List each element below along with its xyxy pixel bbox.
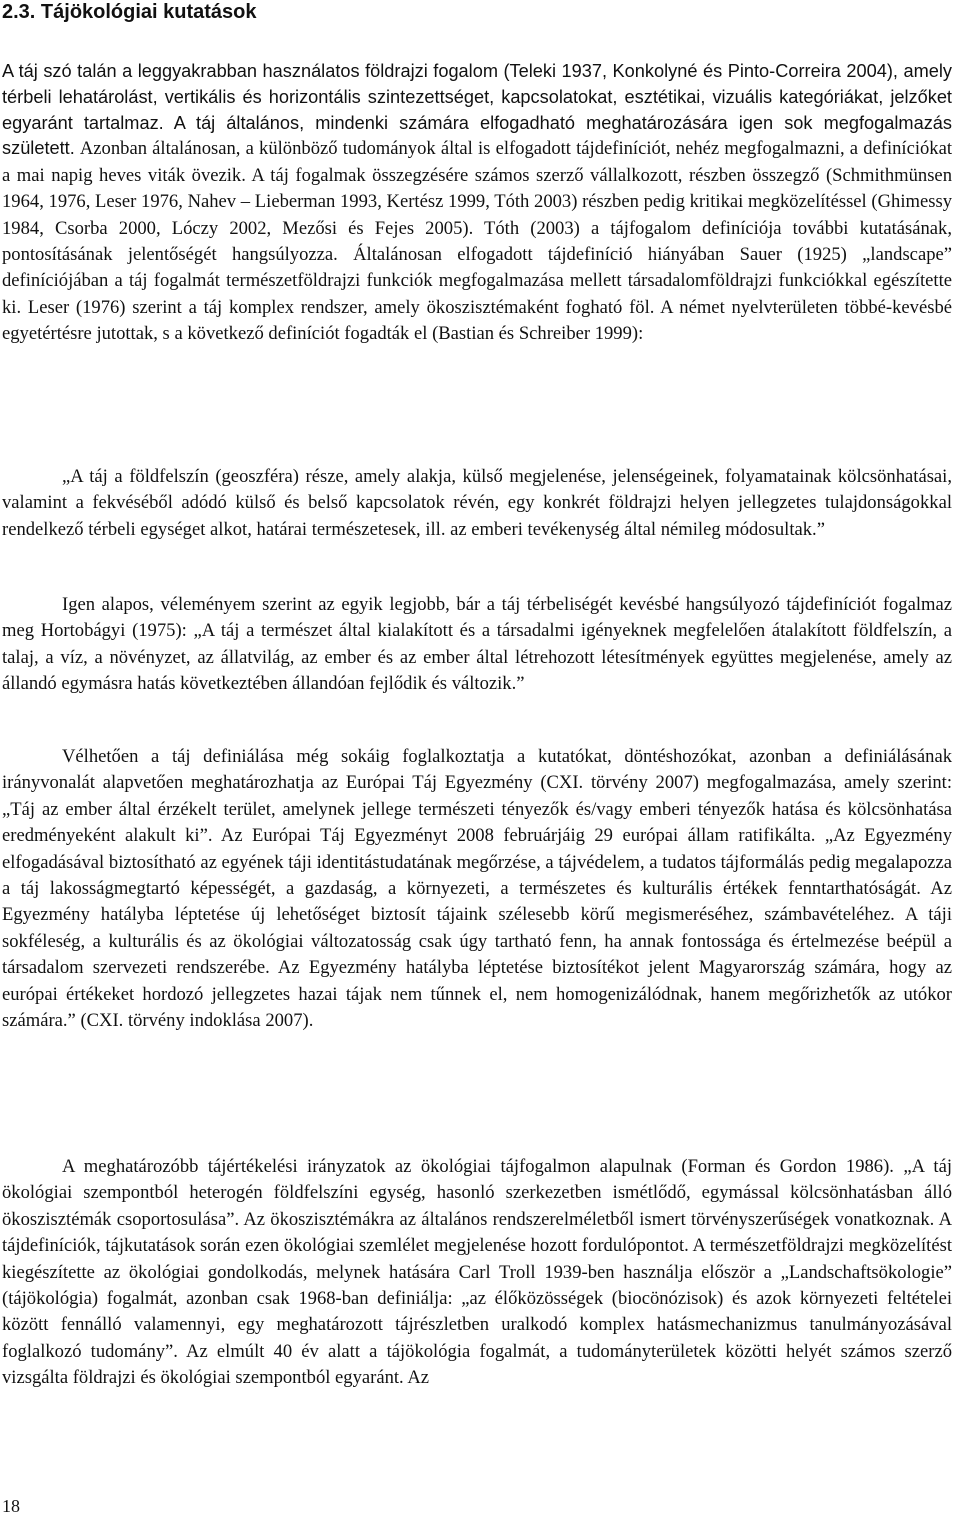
paragraph-intro-sans-part: A táj szó talán a leggyakrabban használatos földrajzi fogalom (Teleki 1937, Konkolyné és Pinto-Correira 2004), amely térbeli lehatárolást, vertikális és horizontális szintezettséget, kapcsolatokat, esztétikai, vizuális kategóriákat, jelzőket egyaránt tartalmaz. A táj általános, mindenki számára elfogadható meghatározására igen sok megfogalmazás született. xyxy=(2,61,952,159)
definition-quote: „A táj a földfelszín (geoszféra) része, amely alakja, külső megjelenése, jelenségeinek, folyamatainak kölcsönhatásai, valamint a fekvéséből adódó külső és belső kapcsolatok révén, egy konkrét földrajzi helyen jellegzetes tulajdonságokkal rendelkező térbeli egységet alkot, határai természetesek, ill. az emberi tevékenység által némileg módosultak.” xyxy=(2,466,952,540)
paragraph-hortobagyi: Igen alapos, véleményem szerint az egyik legjobb, bár a táj térbeliségét kevésbé hangsúlyozó tájdefiníciót fogalmaz meg Hortobágyi (1975): „A táj a természet által kialakított és a társadalmi igényeknek megfelelően átalakított földfelszín, a talaj, a víz, a növényzet, az állatvilág, az ember és az ember által létrehozott létesítmények együttes megjelenése, amely az állandó egymásra hatás következtében állandóan fejlődik és változik.” xyxy=(2,594,952,695)
section-heading: 2.3. Tájökológiai kutatások xyxy=(2,1,257,23)
paragraph-european-landscape: Vélhetően a táj definiálása még sokáig foglalkoztatja a kutatókat, döntéshozókat, azonban a definiálásának irányvonalát alapvetően meghatározhatja az Európai Táj Egyezmény (CXI. törvény 2007) megfogalmazása, amely szerint: „Táj az ember által érzékelt terület, amelynek jellege természeti tényezők és/vagy emberi tényezők hatása és kölcsönhatása eredményeként alakult ki”. Az Európai Táj Egyezményt 2008 februárjáig 29 európai állam ratifikálta. „Az Egyezmény elfogadásával biztosítható az egyének táji identitástudatának megőrzése, a tájvédelem, a tudatos tájformálás pedig megalapozza a táj lakosságmegtartó képességét, a gazdaság, a környezeti, a természetes és kulturális értékek fenntarthatóságát. Az Egyezmény hatályba léptetése új lehetőséget biztosít tájaink szélesebb körű megismeréséhez, számbavételéhez. A táji sokféleség, a kulturális és az ökológiai változatosság csak úgy tartható fenn, ha annak fontossága és értelmezése beépül a társadalom szervezeti rendszerébe. Az Egyezmény hatályba léptetése biztosítékot jelent Magyarország számára, hogy az európai értékeket hordozó jellegzetes hazai tájak nem tűnnek el, nem homogenizálódnak, hanem megőrizhetők az utókor számára.” (CXI. törvény indoklása 2007). xyxy=(2,746,952,1032)
paragraph-landscape-ecology: A meghatározóbb tájértékelési irányzatok az ökológiai tájfogalmon alapulnak (Forman és Gordon 1986). „A táj ökológiai szempontból heterogén földfelszíni egység, hasonló szerkezetben ismétlődő, egymással kölcsönhatásban álló ökoszisztémák csoportosulása”. Az ökoszisztémákra az általános rendszerelméletből ismert törvényszerűségek vonatkoznak. A tájdefiníciók, tájkutatások során ezen ökológiai szemlélet megjelenése hozott fordulópontot. A természetföldrajzi megközelítést kiegészítette az ökológiai gondolkodás, melynek hatására Carl Troll 1939-ben használja először a „Landschaftsökologie” (tájökológia) fogalmát, azonban csak 1968-ban definiálja: „az élőközösségek (biocönózisok) és azok környezeti feltételei között fennálló valamennyi, egy meghatározott tájrészletben uralkodó komplex hatásmechanizmus tanulmányozásával foglalkozó tudomány”. Az elmúlt 40 év alatt a tájökológia fogalmát, a tudományterületek közötti helyét számos szerző vizsgálta földrajzi és ökológiai szempontból egyaránt. Az xyxy=(2,1156,952,1389)
paragraph-intro xyxy=(2,59,952,348)
paragraph-intro-serif-part: Azonban általánosan, a különböző tudományok által is elfogadott tájdefiníciót, nehéz megfogalmazni, a definíciókat a mai napig heves viták övezik. A táj fogalmak összegzésére számos szerző vállalkozott, részben összegző (Schmithmünsen 1964, 1976, Leser 1976, Nahev – Lieberman 1993, Kertész 1999, Tóth 2003) részben pedig kritikai megközelítéssel (Ghimessy 1984, Csorba 2000, Lóczy 2002, Mezősi és Fejes 2005). Tóth (2003) a tájfogalom definíciója további kutatásának, pontosításának jelentőségét hangsúlyozza. Általánosan elfogadott tájdefiníció hiányában Sauer (1925) „landscape” definíciójában a táj fogalmát természetföldrajzi funkciók megfogalmazása mellett társadalomföldrajzi funkciókkal egészítette ki. Leser (1976) szerint a táj komplex rendszer, amely ökoszisztémaként fogható föl. A német nyelvterületen többé-kevésbé egyetértésre jutottak, s a következő definíciót fogadták el (Bastian és Schreiber 1999): xyxy=(2,138,953,345)
page-number: 18 xyxy=(2,1496,20,1516)
